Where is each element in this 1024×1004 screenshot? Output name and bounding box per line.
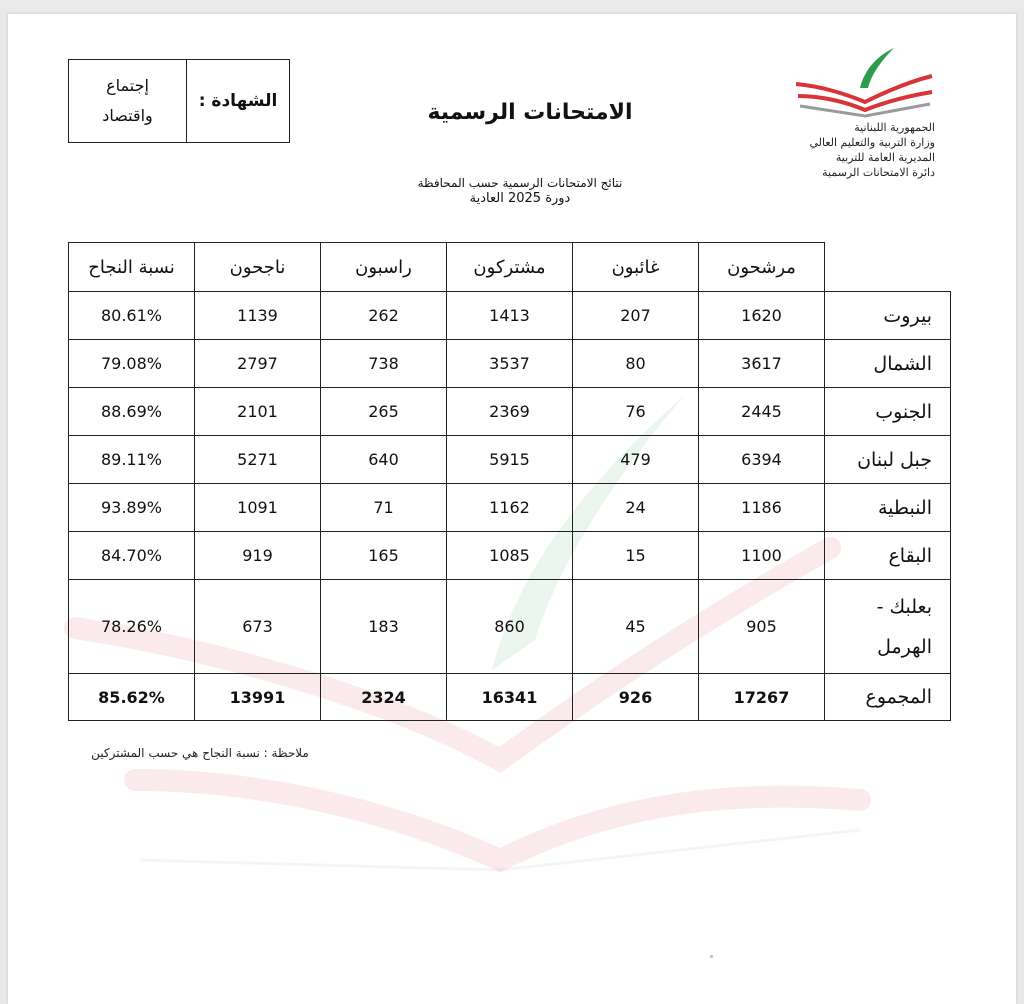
table-cell: 905 bbox=[699, 580, 825, 674]
table-row bbox=[69, 580, 951, 674]
page-title: الامتحانات الرسمية bbox=[427, 100, 633, 125]
logo-line: وزارة التربية والتعليم العالي bbox=[809, 136, 935, 149]
table-cell: 640 bbox=[321, 436, 447, 484]
table-cell: 262 bbox=[321, 292, 447, 340]
total-cell: 13991 bbox=[195, 674, 321, 721]
table-cell: 24 bbox=[573, 484, 699, 532]
table-cell: 6394 bbox=[699, 436, 825, 484]
table-cell: 2445 bbox=[699, 388, 825, 436]
table-cell: 165 bbox=[321, 532, 447, 580]
table-cell: 2369 bbox=[447, 388, 573, 436]
exam-session: دورة 2025 العادية bbox=[469, 191, 571, 206]
table-cell: 5271 bbox=[195, 436, 321, 484]
table-cell: 71 bbox=[321, 484, 447, 532]
table-cell: 479 bbox=[573, 436, 699, 484]
page-speck bbox=[710, 955, 713, 958]
table-row bbox=[69, 340, 951, 388]
table-cell: 1413 bbox=[447, 292, 573, 340]
table-cell: 1620 bbox=[699, 292, 825, 340]
region-name: الجنوب bbox=[825, 388, 951, 436]
table-cell: 2101 bbox=[195, 388, 321, 436]
footnote: ملاحظة : نسبة النجاح هي حسب المشتركين bbox=[91, 746, 309, 760]
table-cell: 5915 bbox=[447, 436, 573, 484]
table-cell: 84.70% bbox=[69, 532, 195, 580]
certificate-value-line: واقتصاد bbox=[102, 106, 153, 125]
total-cell: 85.62% bbox=[69, 674, 195, 721]
table-header-row bbox=[69, 243, 951, 292]
logo-line: الجمهورية اللبنانية bbox=[854, 121, 935, 134]
total-cell: 926 bbox=[573, 674, 699, 721]
table-cell: 3537 bbox=[447, 340, 573, 388]
column-header: راسبون bbox=[321, 243, 447, 292]
table-cell: 265 bbox=[321, 388, 447, 436]
table-cell: 1085 bbox=[447, 532, 573, 580]
ministry-logo-icon bbox=[790, 46, 940, 121]
table-cell: 80 bbox=[573, 340, 699, 388]
table-cell: 1091 bbox=[195, 484, 321, 532]
certificate-value bbox=[69, 60, 186, 142]
table-cell: 15 bbox=[573, 532, 699, 580]
table-cell: 673 bbox=[195, 580, 321, 674]
table-cell: 1139 bbox=[195, 292, 321, 340]
column-header: مرشحون bbox=[699, 243, 825, 292]
region-name: البقاع bbox=[825, 532, 951, 580]
table-cell: 78.26% bbox=[69, 580, 195, 674]
certificate-label: الشهادة : bbox=[186, 60, 289, 142]
table-row bbox=[69, 532, 951, 580]
logo-line: دائرة الامتحانات الرسمية bbox=[822, 166, 935, 179]
ministry-name bbox=[770, 120, 935, 180]
total-cell: 2324 bbox=[321, 674, 447, 721]
table-cell: 1162 bbox=[447, 484, 573, 532]
table-cell: 3617 bbox=[699, 340, 825, 388]
total-label: المجموع bbox=[825, 674, 951, 721]
table-row bbox=[69, 388, 951, 436]
header-blank-cell bbox=[825, 243, 951, 292]
certificate-value-line: إجتماع bbox=[106, 76, 149, 95]
table-cell: 1186 bbox=[699, 484, 825, 532]
table-cell: 207 bbox=[573, 292, 699, 340]
total-row bbox=[69, 674, 951, 721]
column-header: غائبون bbox=[573, 243, 699, 292]
certificate-box bbox=[68, 59, 290, 143]
table-cell: 919 bbox=[195, 532, 321, 580]
column-header: نسبة النجاح bbox=[69, 243, 195, 292]
table-cell: 2797 bbox=[195, 340, 321, 388]
column-header: مشتركون bbox=[447, 243, 573, 292]
table-row bbox=[69, 484, 951, 532]
table-cell: 76 bbox=[573, 388, 699, 436]
results-table bbox=[68, 242, 951, 721]
column-header: ناجحون bbox=[195, 243, 321, 292]
table-row bbox=[69, 292, 951, 340]
table-cell: 1100 bbox=[699, 532, 825, 580]
region-name: النبطية bbox=[825, 484, 951, 532]
page-subtitle: نتائج الامتحانات الرسمية حسب المحافظة bbox=[417, 176, 623, 190]
table-cell: 93.89% bbox=[69, 484, 195, 532]
region-name bbox=[825, 580, 951, 674]
logo-line: المديرية العامة للتربية bbox=[835, 151, 935, 164]
region-name-line: بعلبك - bbox=[876, 595, 932, 618]
table-cell: 79.08% bbox=[69, 340, 195, 388]
table-cell: 89.11% bbox=[69, 436, 195, 484]
table-row bbox=[69, 436, 951, 484]
region-name-line: الهرمل bbox=[877, 635, 932, 658]
table-cell: 860 bbox=[447, 580, 573, 674]
table-cell: 183 bbox=[321, 580, 447, 674]
total-cell: 17267 bbox=[699, 674, 825, 721]
total-cell: 16341 bbox=[447, 674, 573, 721]
table-cell: 88.69% bbox=[69, 388, 195, 436]
table-cell: 80.61% bbox=[69, 292, 195, 340]
region-name: الشمال bbox=[825, 340, 951, 388]
region-name: بيروت bbox=[825, 292, 951, 340]
region-name: جبل لبنان bbox=[825, 436, 951, 484]
table-cell: 45 bbox=[573, 580, 699, 674]
table-cell: 738 bbox=[321, 340, 447, 388]
